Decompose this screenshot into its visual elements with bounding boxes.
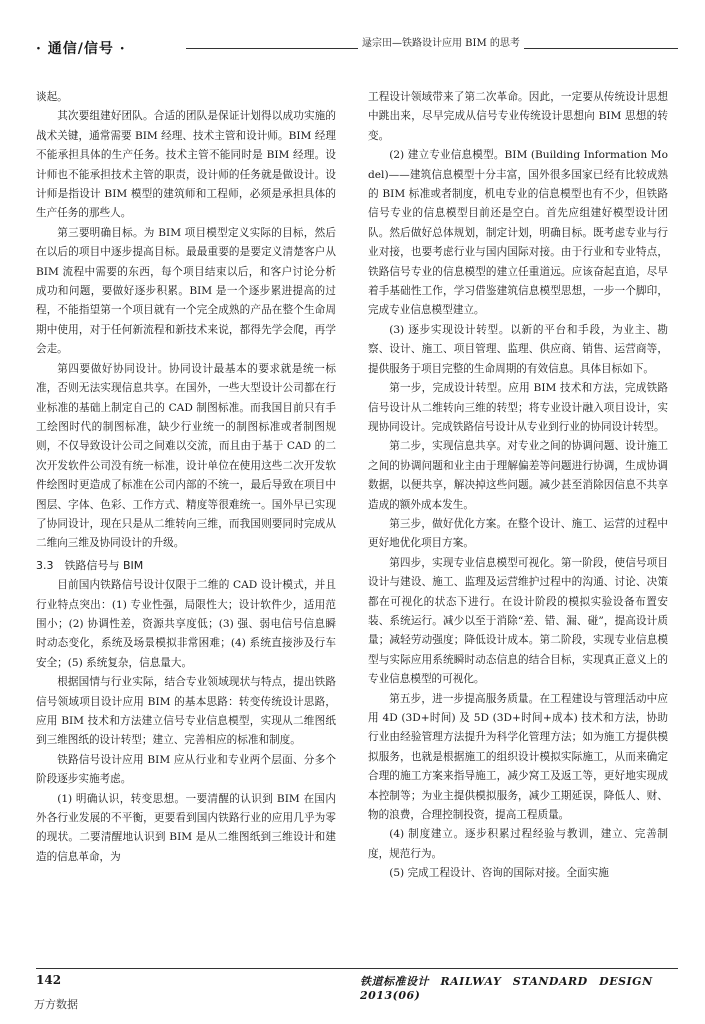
page-number: 142	[36, 973, 62, 987]
page-header	[36, 34, 678, 60]
journal-footer: 铁道标准设计 RAILWAY STANDARD DESIGN 2013(06)	[360, 975, 665, 1002]
paragraph: (4) 制度建立。逐步积累过程经验与教训，建立、完善制度，规范行为。	[368, 828, 668, 860]
paragraph: 目前国内铁路信号设计仅限于二维的 CAD 设计模式，并且行业特点突出：(1) 专业性强，局限性大；设计软件少，适用范围小；(2) 协调性差，资源共享度低；(3) 强、弱电信号信息瞬时动态变化，系统及场景模拟非常困难；(4) 系统直接涉及行车安全；(5) 系统复杂，信息量大。	[36, 579, 336, 669]
section-heading: 3.3 铁路信号与 BIM	[36, 558, 144, 572]
paragraph: (5) 完成工程设计、咨询的国际对接。全面实施	[389, 867, 609, 880]
paragraph: 其次要组建好团队。合适的团队是保证计划得以成功实施的战术关键，通常需要 BIM 经理、技术主管和设计师。BIM 经理不能承担具体的生产任务。技术主管不能同时是 BIM 经理。设计师也不能承担技术主管的职责，设计师的任务就是做设计。设计师是指设计 BIM 模型的建筑师和工程师，必须是承担具体的生产任务的那些人。	[36, 110, 336, 220]
right-column	[368, 88, 668, 884]
paragraph: 第一步，完成设计转型。应用 BIM 技术和方法，完成铁路信号设计从二维转向三维的转型；将专业设计融入项目设计，实现协同设计。完成铁路信号设计从专业到行业的协同设计转型。	[368, 382, 668, 433]
paragraph: 谈起。	[36, 91, 68, 103]
left-column	[36, 88, 336, 867]
paragraph: 第三要明确目标。为 BIM 项目模型定义实际的目标，然后在以后的项目中逐步提高目标。最最重要的是要定义清楚客户从 BIM 流程中需要的东西，每个项目结束以后，和客户讨论分析成功和问题，要做好逐步积累。BIM 是一个逐步累进提高的过程，不能指望第一个项目就有一个完全成熟的产品在整个生命周期中使用，对于任何新流程和新技术来说，都得先学会爬，再学会走。	[36, 226, 336, 356]
section-label: · 通信/信号 ·	[36, 41, 126, 57]
paragraph: (3) 逐步实现设计转型。以新的平台和手段，为业主、勘察、设计、施工、项目管理、监理、供应商、销售、运营商等，提供服务于项目完整的生命周期的有效信息。具体目标如下。	[368, 323, 668, 375]
paragraph: 第四步，实现专业信息模型可视化。第一阶段，使信号项目设计与建设、施工、监理及运营维护过程中的沟通、讨论、决策都在可视化的状态下进行。在设计阶段的模拟实验设备布置安装、系统运行。减少以至于消除“差、错、漏、碰”，提高设计质量；减轻劳动强度；降低设计成本。第二阶段，实现专业信息模型与实际应用系统瞬时动态信息的结合目标，实现真正意义上的专业信息模型的可视化。	[368, 556, 668, 686]
paragraph: 第三步，做好优化方案。在整个设计、施工、运营的过程中更好地优化项目方案。	[368, 517, 668, 550]
paragraph: (1) 明确认识，转变思想。一要清醒的认识到 BIM 在国内外各行业发展的不平衡，更要看到国内铁路行业的应用几乎为零的现状。二要清醒地认识到 BIM 是从二维图纸到三维设计和建造的信息革命，为	[36, 792, 336, 863]
paragraph: 第二步，实现信息共享。对专业之间的协调问题、设计施工之间的协调问题和业主由于理解偏差等问题进行协调，生成协调数据，以便共享，解决掉这些问题。减少甚至消除因信息不共享造成的额外成本发生。	[368, 440, 668, 511]
paragraph: 铁路信号设计应用 BIM 应从行业和专业两个层面、分多个阶段逐步实施考虑。	[36, 753, 336, 786]
paragraph: 工程设计领域带来了第二次革命。因此，一定要从传统设计思想中跳出来，尽早完成从信号专业传统设计思想向 BIM 思想的转变。	[368, 91, 668, 142]
paragraph: 根据国情与行业实际，结合专业领域现状与特点，提出铁路信号领域项目设计应用 BIM 的基本思路：转变传统设计思路，应用 BIM 技术和方法建立信号专业信息模型，实现从二维图纸到三维图纸的设计转型；建立、完善相应的标准和制度。	[36, 676, 336, 747]
paragraph: (2) 建立专业信息模型。BIM (Building Information Model)——建筑信息模型十分丰富，国外很多国家已经有比较成熟的 BIM 标准或者制度，机电专业的信息模型也有不少，但铁路信号专业的信息模型目前还是空白。首先应组建好模型设计团队。然后做好总体规划，制定计划，明确目标。既考虑专业与行业对接，也要考虑行业与国内国际对接。由于行业和专业特点，铁路信号专业的信息模型的建立任重道远。应该奋起直追，尽早着手基础性工作，学习借鉴建筑信息模型思想，一步一个脚印，完成专业信息模型建立。	[368, 149, 668, 317]
paragraph: 第四要做好协同设计。协同设计最基本的要求就是统一标准，否则无法实现信息共享。在国外，一些大型设计公司都在行业标准的基础上制定自己的 CAD 制图标准。而我国目前只有手工绘图时代的制图标准，缺少行业统一的制图标准或者制图规则，不仅导致设计公司之间难以交流，而且由于基于 CAD 的二次开发软件公司没有统一标准，设计单位在使用这些二次开发软件绘图时更造成了标准在公司内部的不统一，最后导致在项目中图层、字体、色彩、工作方式、精度等很难统一。国外早已实现了协同设计，现在只是从二维转向三维，而我国则要同时完成从二维向三维及协同设计的升级。	[36, 362, 336, 550]
database-watermark: 万方数据	[34, 998, 78, 1011]
paragraph: 第五步，进一步提高服务质量。在工程建设与管理活动中应用 4D (3D+时间) 及 5D (3D+时间+成本) 技术和方法，协助行业由经验管理方法提升为科学化管理方法；如为施工方提供模拟服务，也就是根据施工的组织设计模拟实际施工，从而来确定合理的施工方案来指导施工，减少窝工及返工等，更好地实现成本控制等；为业主提供模拟服务，减少工期延误，降低人、财、物的浪费，合理控制投资，提高工程质量。	[368, 692, 668, 822]
footer-rule	[36, 968, 678, 969]
running-title: 逯宗田—铁路设计应用 BIM 的思考	[358, 34, 524, 49]
